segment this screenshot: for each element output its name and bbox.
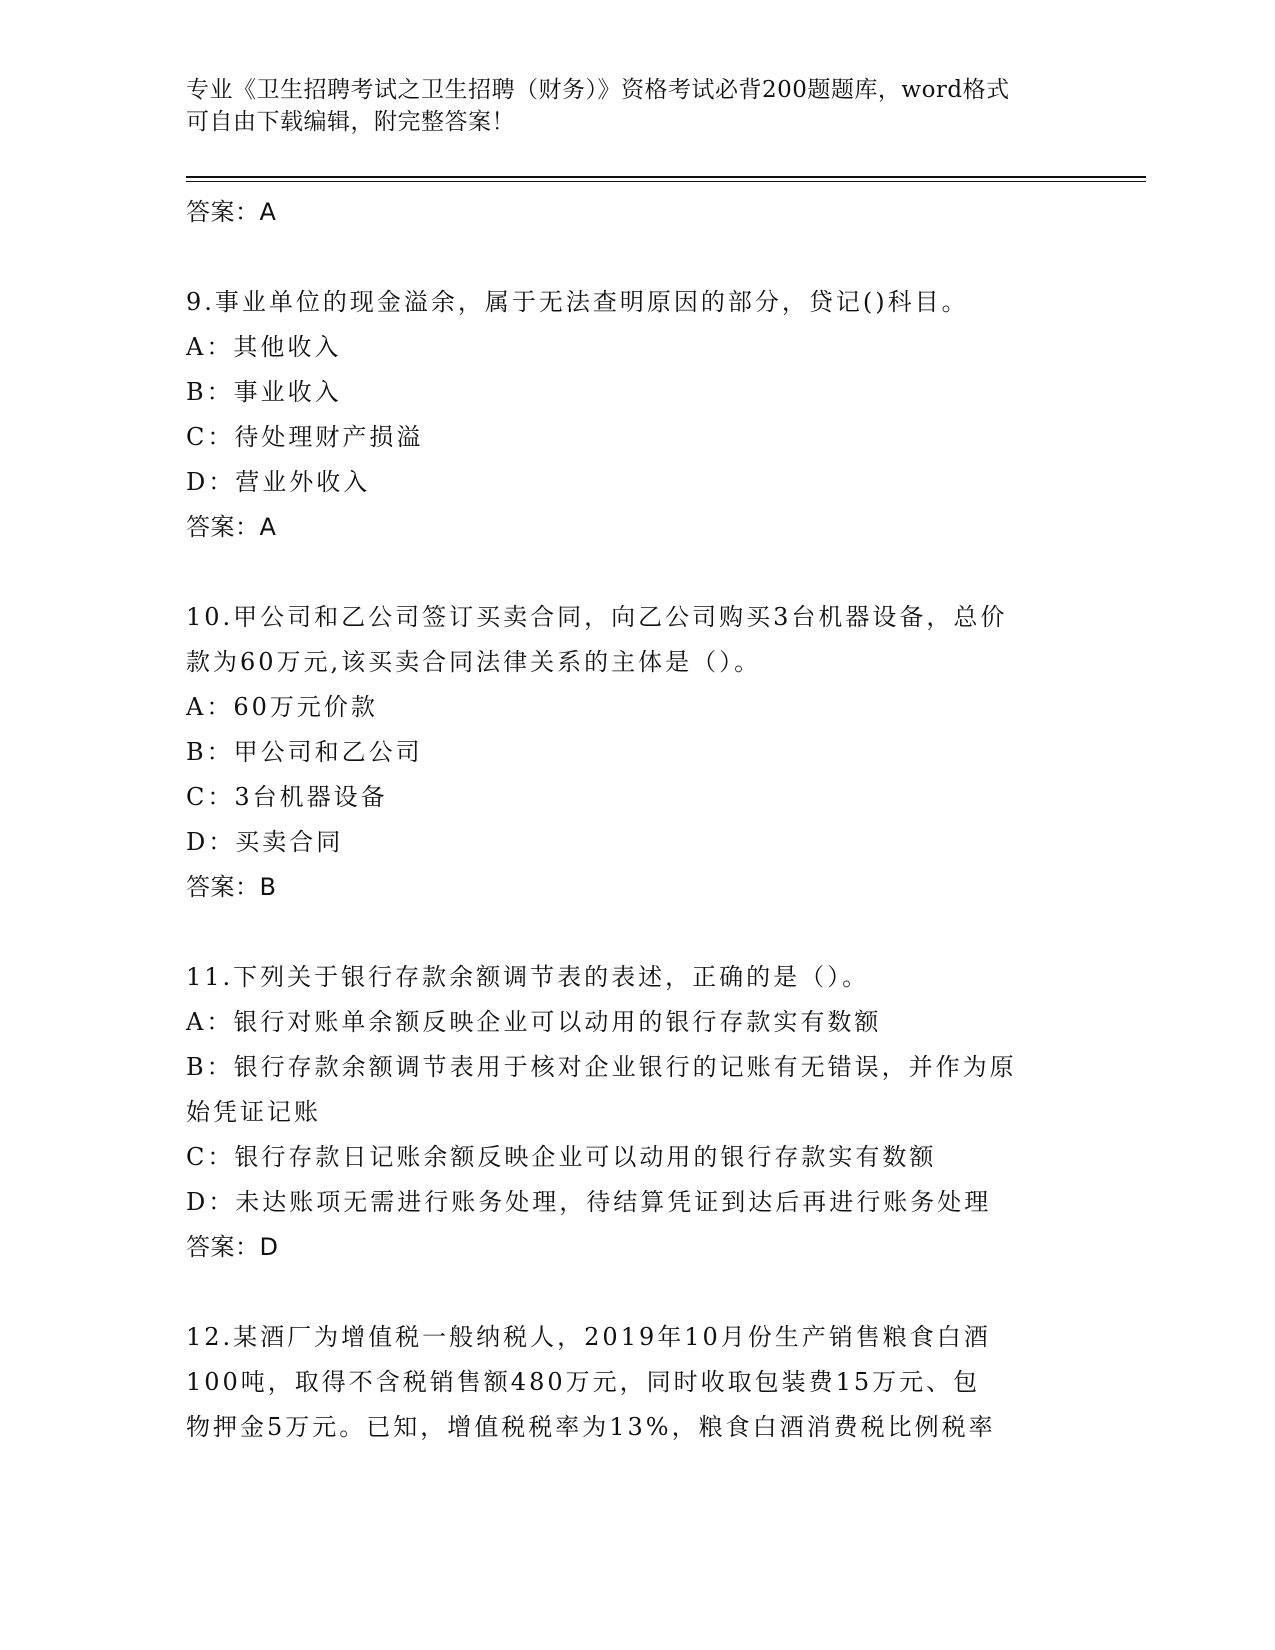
previous-answer: 答案：A [186,198,277,226]
question-stem: 12.某酒厂为增值税一般纳税人，2019年10月份生产销售粮食白酒 [186,1323,991,1351]
question-stem: 9.事业单位的现金溢余，属于无法查明原因的部分，贷记()科目。 [186,288,969,316]
question-stem-cont: 款为60万元,该买卖合同法律关系的主体是（）。 [186,648,762,676]
header-title-line-2: 可自由下载编辑，附完整答案！ [186,109,515,135]
option-c: C：待处理财产损溢 [186,423,424,451]
answer: 答案：D [186,1233,279,1261]
header-title-line-1: 专业《卫生招聘考试之卫生招聘（财务）》资格考试必背200题题库，word格式 [186,77,1010,103]
question-11 [186,955,1086,1270]
question-stem: 11.下列关于银行存款余额调节表的表述，正确的是（）。 [186,963,870,991]
option-a: A：其他收入 [186,333,342,361]
page-header [186,74,1066,138]
spacer [186,1270,1086,1315]
option-a: A：银行对账单余额反映企业可以动用的银行存款实有数额 [186,1008,882,1036]
option-b: B：事业收入 [186,378,342,406]
question-stem: 10.甲公司和乙公司签订买卖合同，向乙公司购买3台机器设备，总价 [186,603,1008,631]
spacer [186,910,1086,955]
question-stem-cont: 100吨，取得不含税销售额480万元，同时收取包装费15万元、包 [186,1368,981,1396]
header-rule-thin [186,181,1146,182]
spacer [186,235,1086,280]
option-b: B：甲公司和乙公司 [186,738,423,766]
question-10 [186,595,1086,910]
option-b-cont: 始凭证记账 [186,1098,321,1126]
question-content [186,190,1086,1450]
question-9 [186,280,1086,550]
option-b: B：银行存款余额调节表用于核对企业银行的记账有无错误，并作为原 [186,1053,1017,1081]
option-d: D：营业外收入 [186,468,371,496]
header-rule [186,176,1146,178]
answer: 答案：B [186,873,277,901]
option-d: D：买卖合同 [186,828,344,856]
option-a: A：60万元价款 [186,693,378,721]
question-stem-cont: 物押金5万元。已知，增值税税率为13%，粮食白酒消费税比例税率 [186,1413,996,1441]
option-c: C：3台机器设备 [186,783,388,811]
question-12 [186,1315,1086,1450]
answer: 答案：A [186,513,277,541]
option-d: D：未达账项无需进行账务处理，待结算凭证到达后再进行账务处理 [186,1188,992,1216]
spacer [186,550,1086,595]
option-c: C：银行存款日记账余额反映企业可以动用的银行存款实有数额 [186,1143,937,1171]
